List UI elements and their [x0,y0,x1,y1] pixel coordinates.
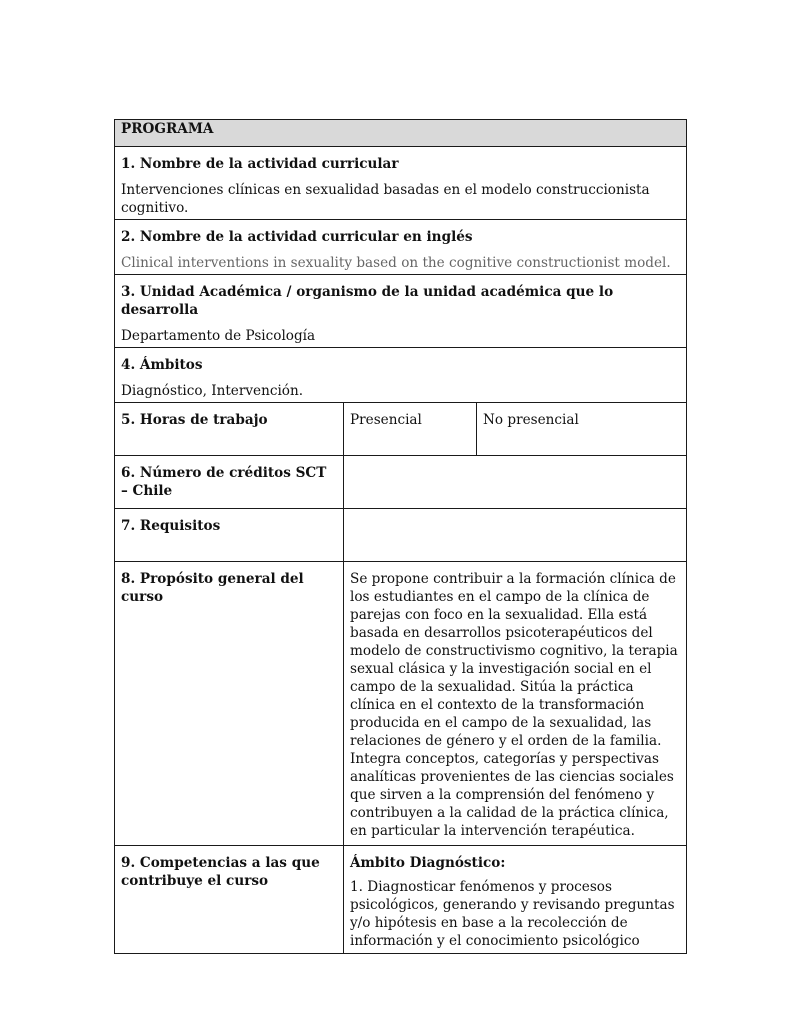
credits-value-cell [344,456,687,509]
section-row-4 [115,348,687,403]
section-value-2: Clinical interventions in sexuality based on the cognitive constructionist model. [121,255,671,271]
competencies-item-1: 1. Diagnosticar fenómenos y procesos psicológicos, generando y revisando preguntas y/o hipótesis en base a la recolección de información y el conocimiento psicológico [350,879,675,949]
section-row-6 [115,456,687,509]
purpose-value-cell [344,562,687,846]
hours-presencial-cell [344,403,477,456]
section-row-5 [115,403,687,456]
section-title-cell-6 [115,456,344,509]
program-header-row [115,120,687,147]
section-row-7 [115,509,687,562]
section-title-9: 9. Competencias a las que contribuye el curso [121,855,320,889]
section-row-1 [115,147,687,220]
section-cell-2 [115,220,687,275]
section-title-1: 1. Nombre de la actividad curricular [121,156,399,172]
hours-no-presencial-cell [477,403,687,456]
section-title-cell-7 [115,509,344,562]
section-cell-3 [115,275,687,348]
section-title-6: 6. Número de créditos SCT – Chile [121,465,327,499]
section-cell-1 [115,147,687,220]
hours-no-presencial-label: No presencial [483,412,579,428]
program-header-cell [115,120,687,147]
section-title-7: 7. Requisitos [121,518,221,534]
section-value-1: Intervenciones clínicas en sexualidad basadas en el modelo construccionista cognitivo. [121,182,650,216]
section-row-2 [115,220,687,275]
section-row-9 [115,846,687,954]
requirements-value-cell [344,509,687,562]
purpose-value: Se propone contribuir a la formación clínica de los estudiantes en el campo de la clínica de parejas con foco en la sexualidad. Ella está basada en desarrollos psicoterapéuticos del modelo de constructivismo cognitivo, la terapia sexual clásica y la investigación social en el campo de la sexualidad. Sitúa la práctica clínica en el contexto de la transformación producida en el campo de la sexualidad, las relaciones de género y el orden de la familia. Integra conceptos, categorías y perspectivas analíticas provenientes de las ciencias sociales que sirven a la comprensión del fenómeno y contribuyen a la calidad de la práctica clínica, en particular la intervención terapéutica. [350,571,678,839]
competencies-subheading: Ámbito Diagnóstico: [350,855,506,871]
section-title-cell-5 [115,403,344,456]
hours-presencial-label: Presencial [350,412,422,428]
section-title-cell-9 [115,846,344,954]
section-title-cell-8 [115,562,344,846]
section-title-8: 8. Propósito general del curso [121,571,304,605]
section-cell-4 [115,348,687,403]
section-title-3: 3. Unidad Académica / organismo de la unidad académica que lo desarrolla [121,284,614,318]
section-title-5: 5. Horas de trabajo [121,412,268,428]
section-value-3: Departamento de Psicología [121,328,316,344]
program-table [114,119,687,954]
section-row-3 [115,275,687,348]
program-header-label: PROGRAMA [121,121,214,137]
competencies-value-cell [344,846,687,954]
section-title-4: 4. Ámbitos [121,357,203,373]
section-value-4: Diagnóstico, Intervención. [121,383,304,399]
program-document [114,119,686,954]
section-row-8 [115,562,687,846]
section-title-2: 2. Nombre de la actividad curricular en inglés [121,229,473,245]
